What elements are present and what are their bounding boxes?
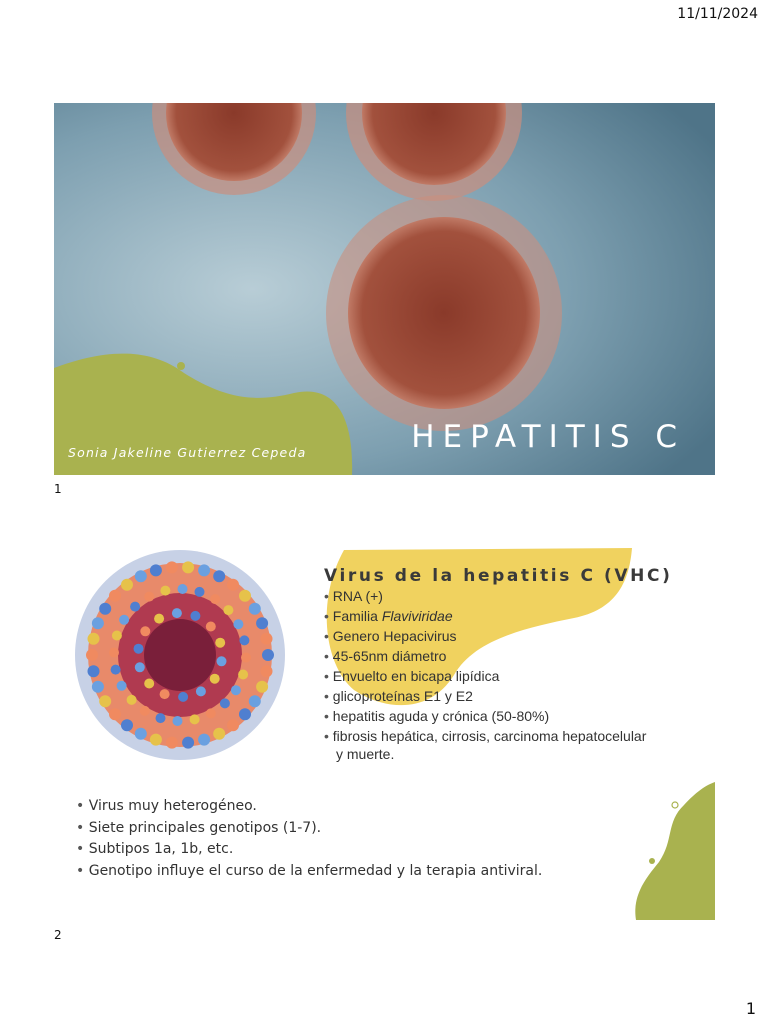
list-item: • glicoproteínas E1 y E2 <box>324 686 694 706</box>
virus-spike <box>213 728 225 740</box>
virus-spike <box>213 570 225 582</box>
virus-spike <box>178 584 188 594</box>
virus-spike <box>88 633 100 645</box>
virus-spike <box>238 670 248 680</box>
virus-spike <box>190 611 200 621</box>
list-item: • RNA (+) <box>324 586 694 606</box>
virus-spike <box>262 649 274 661</box>
virus-spike <box>233 619 243 629</box>
virus-spike <box>109 708 121 720</box>
virus-spike <box>156 713 166 723</box>
list-item-text: Familia <box>332 608 382 624</box>
virus-spike <box>117 681 127 691</box>
virus-spike <box>206 622 216 632</box>
virus-spike <box>210 594 220 604</box>
author-name: Sonia Jakeline Gutierrez Cepeda <box>68 445 307 460</box>
virus-facts-list <box>324 586 694 762</box>
virus-spike <box>135 728 147 740</box>
virus-spike <box>256 681 268 693</box>
virus-spike <box>215 638 225 648</box>
virus-spike <box>121 719 133 731</box>
virus-spike <box>220 698 230 708</box>
family-name: Flaviviridae <box>381 608 453 624</box>
slide-2-title: Virus de la hepatitis C (VHC) <box>324 566 673 586</box>
virus-spike <box>160 689 170 699</box>
virus-spike <box>173 716 183 726</box>
virus-spike <box>195 587 205 597</box>
virus-spike <box>190 714 200 724</box>
virus-spike <box>198 734 210 746</box>
virus-spike <box>112 631 122 641</box>
virus-spike <box>135 570 147 582</box>
virus-particle-center <box>326 195 562 431</box>
virus-spike <box>231 685 241 695</box>
print-date: 11/11/2024 <box>677 6 758 22</box>
virus-spike <box>223 605 233 615</box>
slide-1 <box>54 103 715 475</box>
list-item: • 45-65nm diámetro <box>324 646 694 666</box>
virus-spike <box>160 586 170 596</box>
virus-spike <box>111 665 121 675</box>
page-number: 1 <box>745 999 756 1018</box>
virus-spike <box>249 695 261 707</box>
virus-spike <box>196 686 206 696</box>
virus-spike <box>154 614 164 624</box>
virus-spike <box>239 635 249 645</box>
virus-spike <box>99 695 111 707</box>
virus-spike <box>150 734 162 746</box>
list-item <box>324 606 694 626</box>
virus-spike <box>130 602 140 612</box>
virus-spike <box>134 644 144 654</box>
list-item: • Subtipos 1a, 1b, etc. <box>76 839 542 861</box>
virus-spike <box>182 737 194 749</box>
virus-spike <box>92 617 104 629</box>
virus-spike <box>178 692 188 702</box>
list-item-continuation: y muerte. <box>336 746 395 762</box>
virus-spike <box>109 590 121 602</box>
virus-spike <box>261 633 273 645</box>
presentation-title: HEPATITIS C <box>411 419 685 455</box>
virus-spike <box>92 681 104 693</box>
virus-spike <box>198 564 210 576</box>
virus-spike <box>166 737 178 749</box>
virus-spike <box>256 617 268 629</box>
virus-spike <box>150 564 162 576</box>
virus-spike <box>227 579 239 591</box>
virus-spike <box>249 603 261 615</box>
virus-spike <box>135 662 145 672</box>
virus-spike <box>210 674 220 684</box>
green-corner-shape <box>635 782 715 920</box>
virus-spike <box>86 649 98 661</box>
virus-spike <box>99 603 111 615</box>
virus-spike <box>239 708 251 720</box>
list-item: • Genero Hepacivirus <box>324 626 694 646</box>
virus-spike <box>144 679 154 689</box>
virus-spike <box>166 561 178 573</box>
virus-spike <box>144 592 154 602</box>
virus-spike <box>261 665 273 677</box>
virus-spike <box>241 653 251 663</box>
list-item: • Genotipo influye el curso de la enfermedad y la terapia antiviral. <box>76 861 542 883</box>
genotype-list <box>76 796 542 882</box>
list-item: • Envuelto en bicapa lipídica <box>324 666 694 686</box>
virus-spike <box>127 695 137 705</box>
virus-spike <box>140 626 150 636</box>
slide-number-1: 1 <box>54 482 62 496</box>
list-item: • fibrosis hepática, cirrosis, carcinoma hepatocelular <box>324 726 694 746</box>
virus-spike <box>227 719 239 731</box>
slide-number-2: 2 <box>54 928 62 942</box>
virus-spike <box>206 708 216 718</box>
virus-spike <box>182 561 194 573</box>
virus-spike <box>172 608 182 618</box>
virus-spike <box>239 590 251 602</box>
virus-spike <box>109 648 119 658</box>
hcv-virus-illustration <box>75 550 285 760</box>
slide-2 <box>54 540 715 920</box>
virus-spike <box>121 579 133 591</box>
virus-spike <box>217 656 227 666</box>
virus-spike <box>140 706 150 716</box>
virus-spike <box>119 615 129 625</box>
list-item: • hepatitis aguda y crónica (50-80%) <box>324 706 694 726</box>
virus-spike <box>88 665 100 677</box>
list-item: • Virus muy heterogéneo. <box>76 796 542 818</box>
list-item: • Siete principales genotipos (1-7). <box>76 818 542 840</box>
